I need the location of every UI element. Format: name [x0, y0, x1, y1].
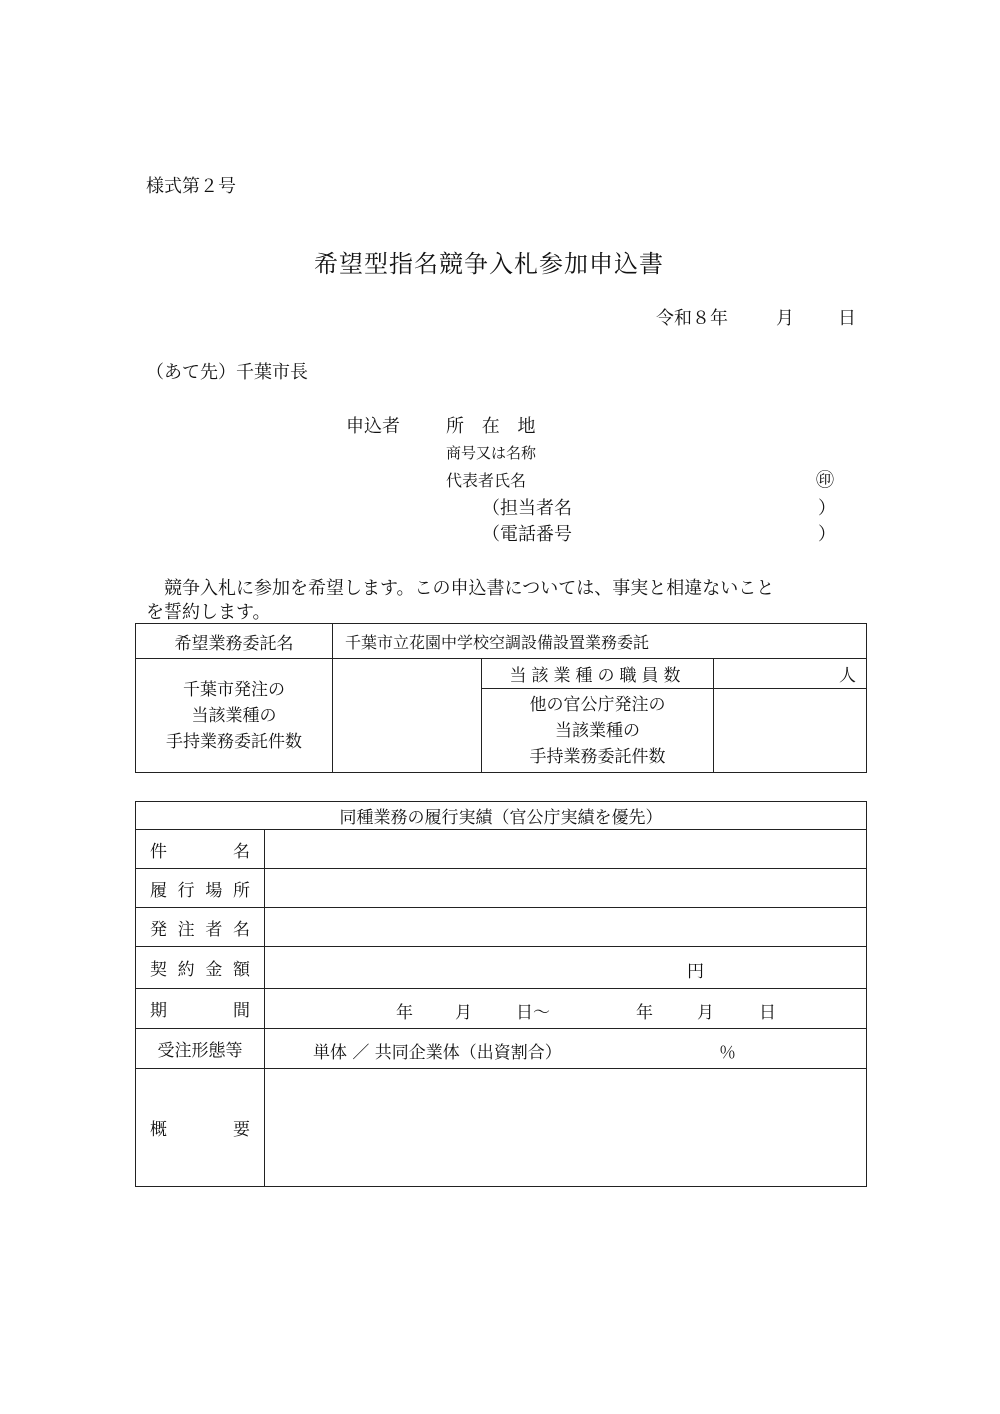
percent-sign: ％ — [719, 1043, 736, 1063]
performance-table — [135, 801, 867, 1187]
row-label-summary — [136, 1069, 265, 1187]
form-options: 単体 ／ 共同企業体（出資割合） — [313, 1043, 562, 1063]
location-row-label: 履 行 場 所 — [150, 880, 250, 901]
name-value[interactable] — [265, 830, 867, 869]
amount-label: 契 約 金 額 — [150, 960, 250, 980]
addressee: （あて先）千葉市長 — [146, 362, 308, 383]
period-start-month: 月 — [455, 1003, 472, 1023]
name-label: 件 名 — [150, 841, 250, 862]
company-label: 商号又は名称 — [446, 444, 537, 462]
period-end-month: 月 — [697, 1003, 714, 1023]
other-count-line-1: 他の官公庁発注の — [529, 694, 666, 715]
orderer-label: 発 注 者 名 — [150, 919, 250, 940]
desired-contract-label: 希望業務委託名 — [136, 624, 333, 659]
form-number: 様式第２号 — [146, 176, 236, 197]
date-era: 令和８年 — [656, 308, 728, 329]
period-end-day: 日 — [759, 1003, 776, 1023]
desired-contract-value: 千葉市立花園中学校空調設備設置業務委託 — [333, 624, 867, 659]
location-label: 所 在 地 — [446, 416, 542, 437]
amount-unit: 円 — [687, 962, 704, 982]
row-label-period — [136, 989, 265, 1029]
contact-close-paren: ） — [818, 498, 836, 519]
period-start-day: 日～ — [516, 1003, 550, 1023]
summary-value[interactable] — [265, 1069, 867, 1187]
summary-label: 概 要 — [150, 1120, 250, 1140]
pledge-line-2: を誓約します。 — [146, 602, 271, 623]
location-value[interactable] — [265, 869, 867, 908]
form-label: 受注形態等 — [136, 1029, 265, 1069]
other-count-line-2: 当該業種の — [555, 720, 640, 741]
staff-count-value[interactable] — [714, 659, 867, 689]
row-label-location — [136, 869, 265, 908]
other-order-count-value[interactable] — [714, 689, 867, 773]
staff-unit: 人 — [839, 666, 856, 686]
date-month: 月 — [776, 308, 794, 329]
chiba-order-count-value[interactable] — [333, 659, 482, 773]
chiba-count-line-3: 手持業務委託件数 — [166, 731, 302, 752]
period-end-year: 年 — [636, 1003, 653, 1023]
pledge-line-1: 競争入札に参加を希望します。この申込書については、事実と相違ないこと — [164, 578, 775, 599]
representative-label: 代表者氏名 — [446, 471, 527, 490]
orderer-value[interactable] — [265, 908, 867, 947]
other-count-line-3: 手持業務委託件数 — [529, 746, 666, 767]
application-table — [135, 623, 867, 773]
chiba-order-count-label — [136, 659, 333, 773]
other-order-count-label — [482, 689, 714, 773]
period-label: 期 間 — [150, 1001, 250, 1021]
phone-label: （電話番号 — [482, 524, 572, 545]
amount-value[interactable] — [265, 947, 867, 989]
applicant-label: 申込者 — [346, 416, 400, 437]
period-value[interactable] — [265, 989, 867, 1029]
row-label-amount — [136, 947, 265, 989]
phone-close-paren: ） — [818, 524, 836, 545]
contact-person-label: （担当者名 — [482, 498, 572, 519]
form-value[interactable] — [265, 1029, 867, 1069]
performance-header: 同種業務の履行実績（官公庁実績を優先） — [136, 802, 867, 830]
period-start-year: 年 — [396, 1003, 413, 1023]
chiba-count-line-1: 千葉市発注の — [183, 679, 285, 700]
chiba-count-line-2: 当該業種の — [191, 705, 277, 726]
date-day: 日 — [838, 308, 856, 329]
staff-count-label: 当該業種の職員数 — [482, 659, 714, 689]
row-label-name — [136, 830, 265, 869]
row-label-orderer — [136, 908, 265, 947]
page-title: 希望型指名競争入札参加申込書 — [314, 250, 664, 278]
seal-mark: ㊞ — [816, 470, 834, 491]
